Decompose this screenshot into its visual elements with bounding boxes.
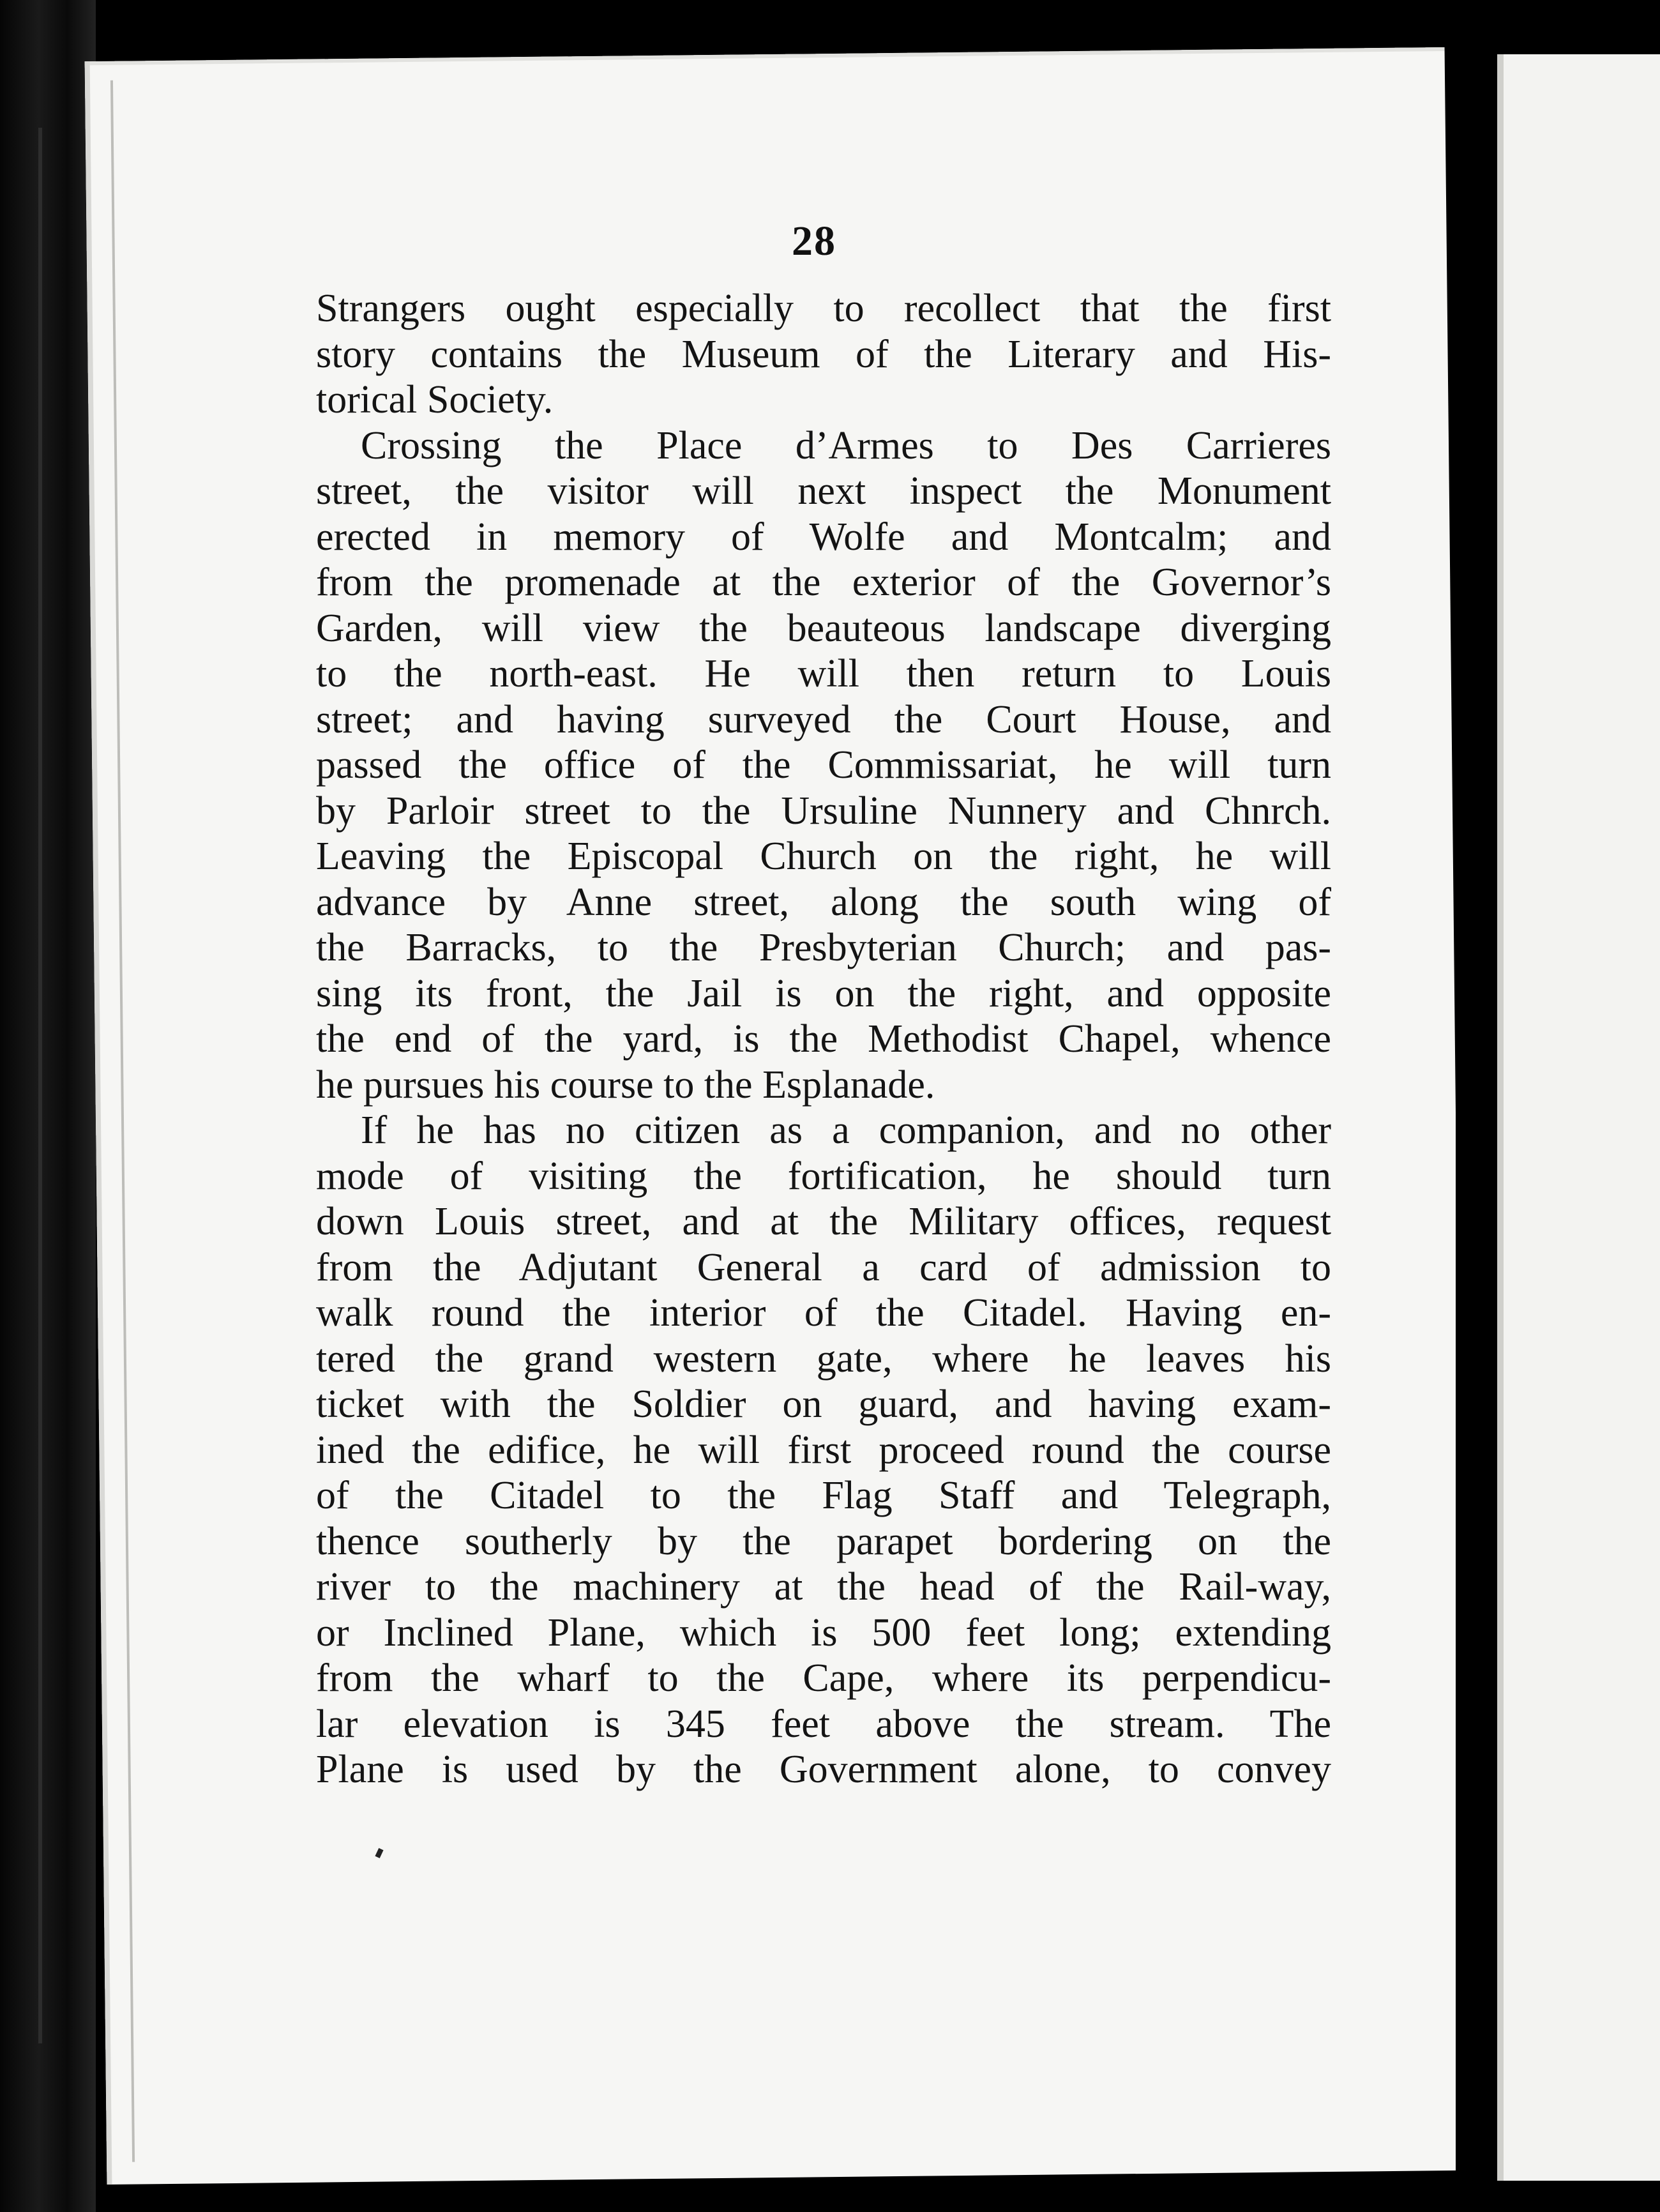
text-line: from the wharf to the Cape, where its perpendicu- [316, 1656, 1331, 1700]
text-line: to the north-east. He will then return to Louis [316, 652, 1331, 695]
text-line: the end of the yard, is the Methodist Chapel, whence [316, 1017, 1331, 1061]
text-line: If he has no citizen as a companion, and no other [361, 1109, 1331, 1152]
text-line: lar elevation is 345 feet above the stream. The [316, 1702, 1331, 1746]
text-line: down Louis street, and at the Military offices, request [316, 1200, 1331, 1243]
text-line: erected in memory of Wolfe and Montcalm; and [316, 515, 1331, 559]
text-line: river to the machinery at the head of the Rail-way, [316, 1565, 1331, 1609]
text-line: tered the grand western gate, where he leaves his [316, 1337, 1331, 1381]
text-line: Strangers ought especially to recollect that the first [316, 287, 1331, 330]
text-line: street, the visitor will next inspect the Monument [316, 469, 1331, 513]
text-line: street; and having surveyed the Court House, and [316, 697, 1331, 741]
text-line: ined the edifice, he will first proceed round the course [316, 1428, 1331, 1472]
text-line: by Parloir street to the Ursuline Nunnery and Chnrch. [316, 789, 1331, 833]
text-line: from the promenade at the exterior of the Governor’s [316, 561, 1331, 604]
body-text [316, 286, 1331, 1793]
text-line: of the Citadel to the Flag Staff and Telegraph, [316, 1474, 1331, 1517]
book-spine [0, 0, 96, 2212]
text-line: torical Society. [316, 378, 554, 421]
text-line: the Barracks, to the Presbyterian Church; and pas- [316, 926, 1331, 969]
spine-edge [38, 128, 42, 2043]
text-line: from the Adjutant General a card of admission to [316, 1245, 1331, 1289]
facing-page-edge [1497, 54, 1660, 2181]
page-edge [110, 80, 135, 2162]
text-line: passed the office of the Commissariat, he will turn [316, 743, 1331, 787]
text-line: sing its front, the Jail is on the right, and opposite [316, 971, 1331, 1015]
text-line: Crossing the Place d’Armes to Des Carrieres [361, 423, 1331, 467]
text-line: thence southerly by the parapet bordering on the [316, 1519, 1331, 1563]
text-line: he pursues his course to the Esplanade. [316, 1063, 935, 1107]
text-line: advance by Anne street, along the south wing of [316, 880, 1331, 924]
text-line: Leaving the Episcopal Church on the right, he will [316, 835, 1331, 878]
text-line: ticket with the Soldier on guard, and having exam- [316, 1382, 1331, 1426]
text-line: Garden, will view the beauteous landscape diverging [316, 606, 1331, 650]
page-gap [1456, 0, 1494, 2212]
page-number: 28 [792, 218, 836, 264]
text-line: story contains the Museum of the Literary and His- [316, 332, 1331, 376]
text-line: or Inclined Plane, which is 500 feet long; extending [316, 1610, 1331, 1655]
text-line: walk round the interior of the Citadel. Having en- [316, 1291, 1331, 1335]
text-line: mode of visiting the fortification, he should turn [316, 1154, 1331, 1198]
text-line: Plane is used by the Government alone, to convey [316, 1748, 1331, 1791]
